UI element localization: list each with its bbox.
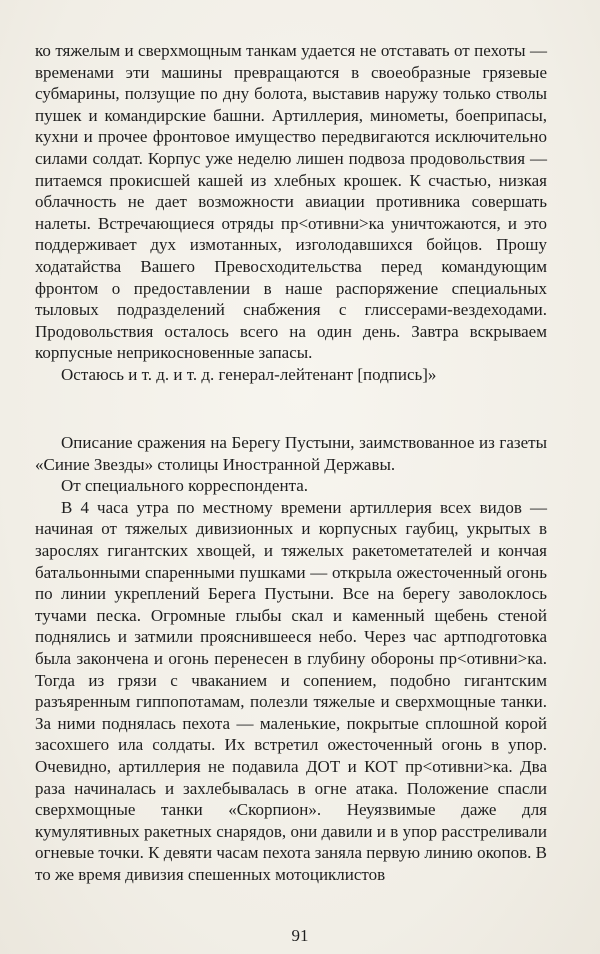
- text-section-newspaper: [35, 432, 547, 885]
- paragraph-description-heading: Описание сражения на Берегу Пустыни, заимствованное из газеты «Синие Звезды» столицы Иностранной Державы.: [35, 433, 547, 474]
- paragraph-signature: Остаюсь и т. д. и т. д. генерал-лейтенант [подпись]»: [61, 364, 437, 384]
- paragraph-report-continuation: ко тяжелым и сверхмощным танкам удается не отставать от пехоты — временами эти машины превращаются в своеобразные грязевые субмарины, ползущие по дну болота, выставив наружу только стволы пушек и командирские башни. Артиллерия, минометы, боеприпасы, кухни и прочее фронтовое имущество передвигаются исключительно силами солдат. Корпус уже неделю лишен подвоза продовольствия — питаемся прокисшей кашей из хлебных крошек. К счастью, низкая облачность не дает возможности авиации противника совершать налеты. Встречающиеся отряды пр<отивни>ка уничтожаются, и это поддерживает дух измотанных, изголодавшихся бойцов. Прошу ходатайства Вашего Превосходительства перед командующим фронтом о предоставлении в наше распоряжение специальных тыловых подразделений снабжения с глиссерами-вездеходами. Продовольствия осталось всего на один день. Завтра вскрываем корпусные неприкосновенные запасы.: [35, 41, 547, 363]
- text-section-letter: [35, 40, 547, 386]
- paragraph-battle-description: В 4 часа утра по местному времени артиллерия всех видов — начиная от тяжелых дивизионных и корпусных гаубиц, укрытых в зарослях гигантских хвощей, и тяжелых ракетометателей и кончая батальонными спаренными пушками — открыла ожесточенный огонь по линии укреплений Берега Пустыни. Все на берегу заволоклось тучами песка. Огромные глыбы скал и каменный щебень стеной поднялись и затмили прояснившееся небо. Через час артподготовка была закончена и огонь перенесен в глубину обороны пр<отивни>ка. Тогда из грязи с чваканием и сопением, подобно гигантским разъяренным гиппопотамам, полезли тяжелые и сверхмощные танки. За ними поднялась пехота — маленькие, покрытые сплошной корой засохшего ила солдаты. Их встретил ожесточенный огонь в упор. Очевидно, артиллерия не подавила ДОТ и КОТ пр<отивни>ка. Два раза начиналась и захлебывалась в огне атака. Положение спасли сверхмощные танки «Скорпион». Неуязвимые даже для кумулятивных ракетных снарядов, они давили и в упор расстреливали огневые точки. К девяти часам пехота заняла первую линию окопов. В то же время дивизия спешенных мотоциклистов: [35, 497, 547, 884]
- paragraph-correspondent: От специального корреспондента.: [61, 476, 308, 496]
- page-number: 91: [291, 926, 309, 945]
